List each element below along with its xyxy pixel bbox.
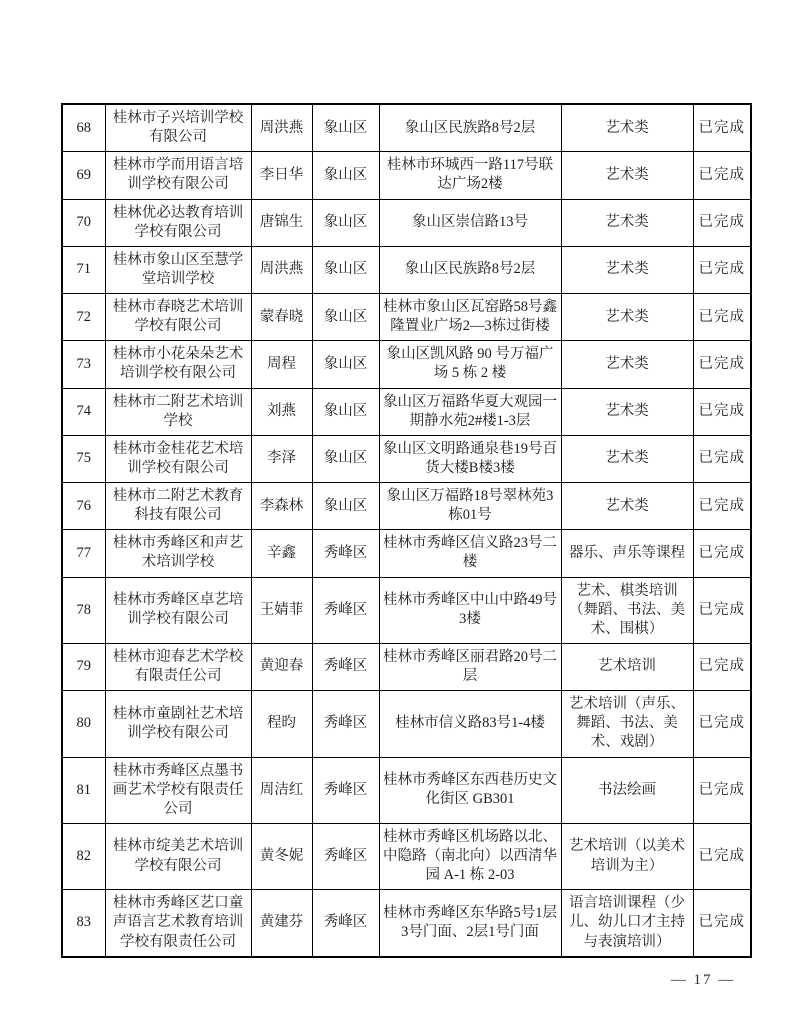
cell-address: 象山区文明路通泉巷19号百货大楼B楼3楼 bbox=[379, 435, 561, 482]
cell-school-name: 桂林市秀峰区艺口童声语言艺术教育培训学校有限责任公司 bbox=[105, 890, 251, 957]
table-row bbox=[62, 643, 751, 690]
cell-school-name: 桂林市秀峰区点墨书画艺术学校有限责任公司 bbox=[105, 757, 251, 823]
table-row bbox=[62, 246, 751, 293]
cell-contact-person: 程昀 bbox=[251, 691, 312, 757]
cell-school-name: 桂林市迎春艺术学校有限责任公司 bbox=[105, 643, 251, 690]
cell-contact-person: 李泽 bbox=[251, 435, 312, 482]
cell-address: 桂林市环城西一路117号联达广场2楼 bbox=[379, 152, 561, 199]
cell-row-number: 82 bbox=[62, 823, 105, 889]
cell-status: 已完成 bbox=[693, 483, 751, 530]
cell-row-number: 75 bbox=[62, 435, 105, 482]
cell-address: 桂林市秀峰区东西巷历史文化街区 GB301 bbox=[379, 757, 561, 823]
table-row bbox=[62, 483, 751, 530]
cell-category: 艺术类 bbox=[561, 388, 693, 435]
cell-school-name: 桂林市学而用语言培训学校有限公司 bbox=[105, 152, 251, 199]
cell-address: 象山区凯风路 90 号万福广场 5 栋 2 楼 bbox=[379, 341, 561, 388]
cell-address: 桂林市象山区瓦窑路58号鑫隆置业广场2—3栋过街楼 bbox=[379, 294, 561, 341]
cell-district: 秀峰区 bbox=[312, 890, 379, 957]
cell-school-name: 桂林市秀峰区和声艺术培训学校 bbox=[105, 530, 251, 577]
table-row bbox=[62, 890, 751, 957]
cell-district: 秀峰区 bbox=[312, 757, 379, 823]
training-school-table bbox=[61, 103, 752, 958]
cell-district: 秀峰区 bbox=[312, 577, 379, 643]
cell-category: 艺术类 bbox=[561, 246, 693, 293]
table-row bbox=[62, 294, 751, 341]
cell-category: 艺术培训（以美术培训为主） bbox=[561, 823, 693, 889]
cell-contact-person: 李日华 bbox=[251, 152, 312, 199]
cell-row-number: 80 bbox=[62, 691, 105, 757]
cell-status: 已完成 bbox=[693, 643, 751, 690]
cell-row-number: 69 bbox=[62, 152, 105, 199]
cell-district: 象山区 bbox=[312, 435, 379, 482]
cell-category: 艺术类 bbox=[561, 152, 693, 199]
cell-school-name: 桂林优必达教育培训学校有限公司 bbox=[105, 199, 251, 246]
cell-district: 象山区 bbox=[312, 246, 379, 293]
cell-school-name: 桂林市象山区至慧学堂培训学校 bbox=[105, 246, 251, 293]
cell-district: 象山区 bbox=[312, 483, 379, 530]
cell-status: 已完成 bbox=[693, 294, 751, 341]
table-row bbox=[62, 691, 751, 757]
cell-address: 桂林市秀峰区东华路5号1层3号门面、2层1号门面 bbox=[379, 890, 561, 957]
cell-contact-person: 周洪燕 bbox=[251, 104, 312, 152]
cell-school-name: 桂林市春晓艺术培训学校有限公司 bbox=[105, 294, 251, 341]
cell-contact-person: 蒙春晓 bbox=[251, 294, 312, 341]
cell-category: 艺术类 bbox=[561, 435, 693, 482]
page-number: — 17 — bbox=[670, 972, 736, 988]
cell-category: 书法绘画 bbox=[561, 757, 693, 823]
cell-row-number: 81 bbox=[62, 757, 105, 823]
cell-category: 艺术类 bbox=[561, 341, 693, 388]
cell-contact-person: 黄迎春 bbox=[251, 643, 312, 690]
cell-status: 已完成 bbox=[693, 199, 751, 246]
cell-contact-person: 周洪燕 bbox=[251, 246, 312, 293]
cell-district: 象山区 bbox=[312, 199, 379, 246]
table-row bbox=[62, 435, 751, 482]
cell-contact-person: 黄冬妮 bbox=[251, 823, 312, 889]
cell-row-number: 78 bbox=[62, 577, 105, 643]
cell-school-name: 桂林市小花朵朵艺术培训学校有限公司 bbox=[105, 341, 251, 388]
cell-address: 象山区万福路华夏大观园一期静水苑2#楼1-3层 bbox=[379, 388, 561, 435]
cell-category: 器乐、声乐等课程 bbox=[561, 530, 693, 577]
cell-row-number: 76 bbox=[62, 483, 105, 530]
cell-row-number: 74 bbox=[62, 388, 105, 435]
cell-category: 艺术培训 bbox=[561, 643, 693, 690]
cell-contact-person: 黄建芬 bbox=[251, 890, 312, 957]
cell-status: 已完成 bbox=[693, 757, 751, 823]
cell-category: 语言培训课程（少儿、幼儿口才主持与表演培训） bbox=[561, 890, 693, 957]
cell-address: 桂林市信义路83号1-4楼 bbox=[379, 691, 561, 757]
cell-address: 桂林市秀峰区机场路以北、中隐路（南北向）以西清华园 A-1 栋 2-03 bbox=[379, 823, 561, 889]
cell-district: 秀峰区 bbox=[312, 823, 379, 889]
cell-status: 已完成 bbox=[693, 823, 751, 889]
cell-status: 已完成 bbox=[693, 530, 751, 577]
cell-district: 秀峰区 bbox=[312, 530, 379, 577]
cell-contact-person: 刘燕 bbox=[251, 388, 312, 435]
cell-address: 象山区万福路18号翠林苑3栋01号 bbox=[379, 483, 561, 530]
cell-school-name: 桂林市童剧社艺术培训学校有限公司 bbox=[105, 691, 251, 757]
cell-row-number: 83 bbox=[62, 890, 105, 957]
cell-row-number: 68 bbox=[62, 104, 105, 152]
table-row bbox=[62, 341, 751, 388]
cell-address: 桂林市秀峰区信义路23号二楼 bbox=[379, 530, 561, 577]
cell-district: 象山区 bbox=[312, 152, 379, 199]
cell-school-name: 桂林市二附艺术培训学校 bbox=[105, 388, 251, 435]
table-row bbox=[62, 757, 751, 823]
cell-row-number: 79 bbox=[62, 643, 105, 690]
cell-address: 象山区民族路8号2层 bbox=[379, 104, 561, 152]
cell-school-name: 桂林市子兴培训学校有限公司 bbox=[105, 104, 251, 152]
cell-address: 桂林市秀峰区丽君路20号二层 bbox=[379, 643, 561, 690]
cell-status: 已完成 bbox=[693, 341, 751, 388]
cell-status: 已完成 bbox=[693, 246, 751, 293]
cell-status: 已完成 bbox=[693, 435, 751, 482]
cell-district: 象山区 bbox=[312, 388, 379, 435]
cell-address: 象山区崇信路13号 bbox=[379, 199, 561, 246]
table-row bbox=[62, 823, 751, 889]
cell-category: 艺术培训（声乐、舞蹈、书法、美术、戏剧） bbox=[561, 691, 693, 757]
table-row bbox=[62, 199, 751, 246]
cell-district: 秀峰区 bbox=[312, 691, 379, 757]
cell-contact-person: 王婧菲 bbox=[251, 577, 312, 643]
cell-status: 已完成 bbox=[693, 577, 751, 643]
cell-category: 艺术类 bbox=[561, 199, 693, 246]
cell-school-name: 桂林市二附艺术教育科技有限公司 bbox=[105, 483, 251, 530]
cell-district: 秀峰区 bbox=[312, 643, 379, 690]
cell-status: 已完成 bbox=[693, 388, 751, 435]
cell-category: 艺术类 bbox=[561, 104, 693, 152]
cell-district: 象山区 bbox=[312, 294, 379, 341]
cell-school-name: 桂林市秀峰区卓艺培训学校有限公司 bbox=[105, 577, 251, 643]
cell-contact-person: 李森林 bbox=[251, 483, 312, 530]
cell-contact-person: 周洁红 bbox=[251, 757, 312, 823]
table-body bbox=[62, 104, 751, 957]
cell-category: 艺术、棋类培训（舞蹈、书法、美术、围棋） bbox=[561, 577, 693, 643]
table-row bbox=[62, 577, 751, 643]
cell-district: 象山区 bbox=[312, 341, 379, 388]
table-row bbox=[62, 104, 751, 152]
cell-status: 已完成 bbox=[693, 104, 751, 152]
table-row bbox=[62, 152, 751, 199]
table-row bbox=[62, 530, 751, 577]
table-row bbox=[62, 388, 751, 435]
cell-category: 艺术类 bbox=[561, 483, 693, 530]
cell-school-name: 桂林市金桂花艺术培训学校有限公司 bbox=[105, 435, 251, 482]
cell-contact-person: 唐锦生 bbox=[251, 199, 312, 246]
cell-address: 桂林市秀峰区中山中路49号3楼 bbox=[379, 577, 561, 643]
cell-school-name: 桂林市绽美艺术培训学校有限公司 bbox=[105, 823, 251, 889]
cell-contact-person: 周程 bbox=[251, 341, 312, 388]
cell-status: 已完成 bbox=[693, 691, 751, 757]
cell-row-number: 72 bbox=[62, 294, 105, 341]
cell-address: 象山区民族路8号2层 bbox=[379, 246, 561, 293]
cell-status: 已完成 bbox=[693, 152, 751, 199]
cell-status: 已完成 bbox=[693, 890, 751, 957]
cell-contact-person: 辛鑫 bbox=[251, 530, 312, 577]
cell-row-number: 70 bbox=[62, 199, 105, 246]
cell-row-number: 73 bbox=[62, 341, 105, 388]
cell-category: 艺术类 bbox=[561, 294, 693, 341]
cell-row-number: 71 bbox=[62, 246, 105, 293]
cell-district: 象山区 bbox=[312, 104, 379, 152]
cell-row-number: 77 bbox=[62, 530, 105, 577]
